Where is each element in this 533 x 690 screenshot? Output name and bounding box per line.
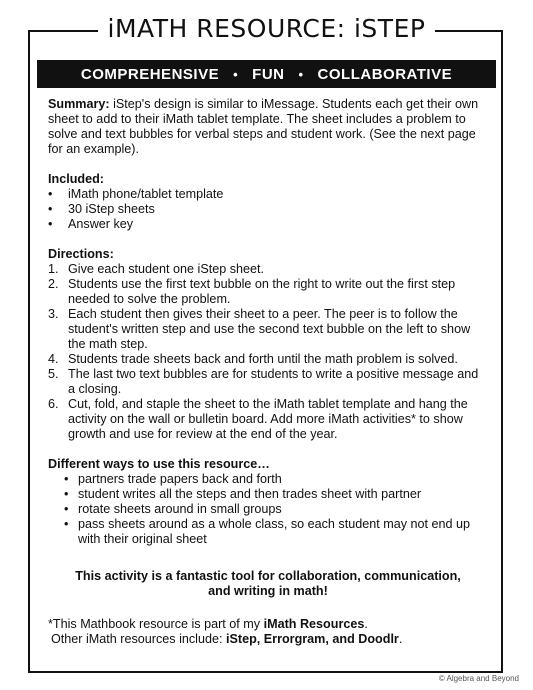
list-item: 3. Each student then gives their sheet to a peer. The peer is to follow the student's written step and use the second text bubble on the left to show the math step. (48, 307, 471, 351)
list-item: • Answer key (48, 217, 134, 231)
ways-list (48, 472, 488, 547)
summary-paragraph (48, 97, 488, 157)
list-item: • pass sheets around as a whole class, so each student may not end up with their original sheet (64, 517, 471, 546)
banner (37, 60, 496, 88)
included-list (48, 187, 488, 232)
list-item: 2. Students use the first text bubble on the right to write out the first step needed to solve the problem. (48, 277, 456, 306)
list-item: 1. Give each student one iStep sheet. (48, 262, 265, 276)
note-line-1: *This Mathbook resource is part of my iMath Resources. (48, 617, 368, 631)
list-item: • partners trade papers back and forth (64, 472, 282, 486)
summary-label: Summary: (48, 97, 110, 111)
list-item: 5. The last two text bubbles are for students to write a positive message and a closing. (48, 367, 479, 396)
list-item: • student writes all the steps and then trades sheet with partner (64, 487, 422, 501)
included-heading: Included: (48, 172, 104, 186)
banner-separator: • (298, 66, 304, 82)
banner-item-fun: FUN (252, 65, 285, 83)
content (48, 97, 488, 647)
highlight-line-1: This activity is a fantastic tool for collaboration, communication, (75, 569, 461, 583)
list-item: • iMath phone/tablet template (48, 187, 224, 201)
list-item: 6. Cut, fold, and staple the sheet to the iMath tablet template and hang the activity on the wall or bulletin board. Add more iMath activities* to show growth and use for review at the end of the year. (48, 397, 468, 441)
ways-heading: Different ways to use this resource… (48, 457, 270, 471)
directions-heading: Directions: (48, 247, 114, 261)
page-title (0, 12, 533, 46)
list-item: 4. Students trade sheets back and forth until the math problem is solved. (48, 352, 458, 366)
summary-text: iStep's design is similar to iMessage. Students each get their own sheet to add to their iMath tablet template. The sheet includes a problem to solve and text bubbles for verbal steps and student work. (See the next page for an example). (48, 97, 479, 156)
title-text: iMATH RESOURCE: iSTEP (98, 12, 436, 46)
copyright-footer: © Algebra and Beyond (438, 674, 519, 683)
banner-item-collaborative: COLLABORATIVE (317, 65, 453, 83)
note-link: iMath Resources (263, 617, 365, 631)
highlight-line-2: and writing in math! (208, 584, 328, 598)
banner-item-comprehensive: COMPREHENSIVE (80, 65, 220, 83)
note-line-2: Other iMath resources include: iStep, Errorgram, and Doodlr. (51, 632, 403, 646)
list-item: • rotate sheets around in small groups (64, 502, 282, 516)
list-item: • 30 iStep sheets (48, 202, 155, 216)
directions-list (48, 262, 488, 442)
banner-separator: • (233, 66, 239, 82)
